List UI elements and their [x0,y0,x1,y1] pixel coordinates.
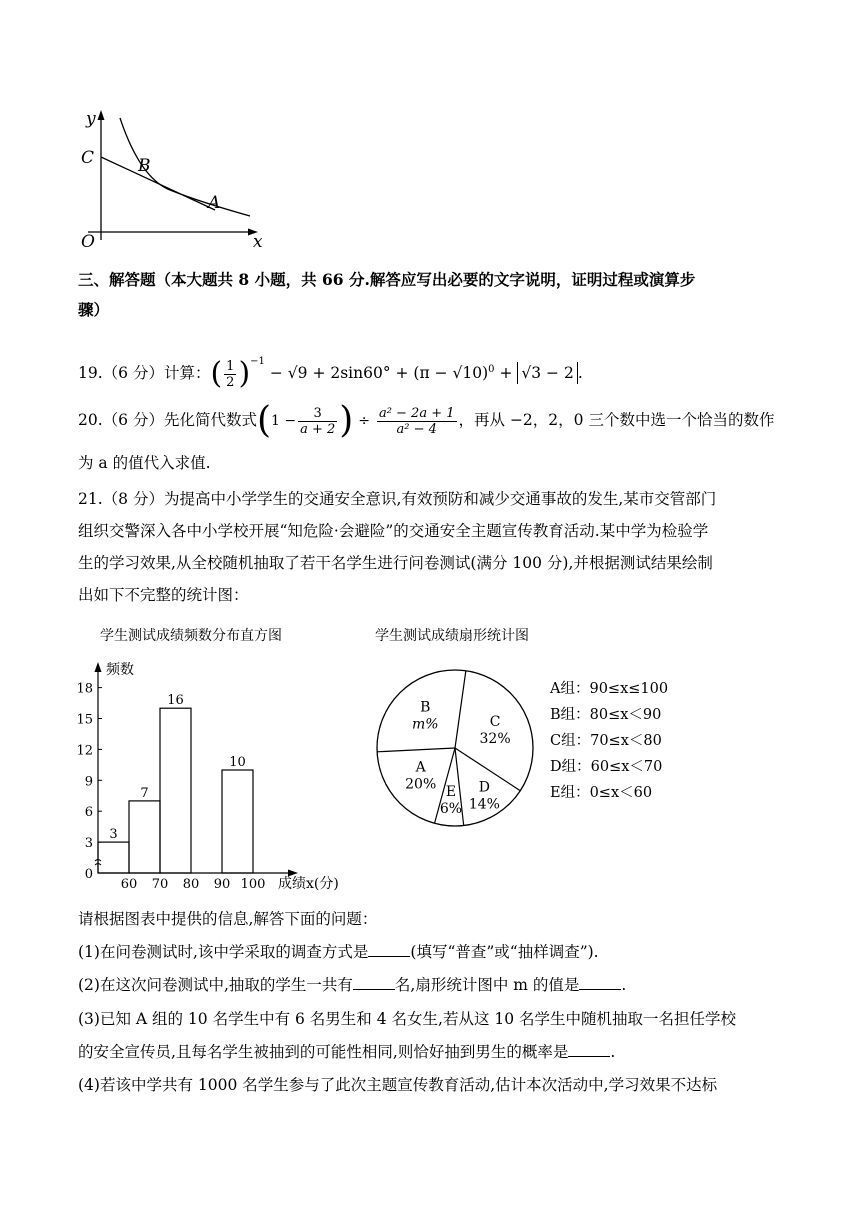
question-20-cont: 为 a 的值代入求值. [78,454,211,472]
question-21-line2: 组织交警深入各中小学校开展“知危险·会避险”的交通安全主题宣传教育活动.某中学为检验学 [78,522,709,540]
q20-label: 20.（6 分）先化简代数式 [78,411,257,429]
q20-fraction-1 [298,406,337,437]
q20-paren-close: ) [339,400,354,441]
histogram-bar-label: 16 [167,693,184,709]
hist-y-tick-label: 15 [76,712,93,728]
q20-paren-open: ( [256,400,271,441]
q3-text-b: 的安全宣传员,且每名学生被抽到的可能性相同,则恰好抽到男生的概率是 [78,1043,569,1061]
histogram-bar [160,708,191,873]
pie-title: 学生测试成绩扇形统计图 [375,628,529,644]
pie-legend-item: C组：70≤x＜80 [550,733,662,749]
pie-legend-item: D组：60≤x＜70 [550,759,663,775]
hist-x-tick-label: 70 [151,877,169,892]
paren-close: ) [238,356,251,391]
origin-label: O [81,232,95,252]
point-a-label: A [208,193,221,213]
hist-y-tick-label: 6 [84,805,93,821]
pie-slice-border [377,748,455,752]
hist-y-tick-label: 18 [76,681,93,697]
question-21-line4: 出如下不完整的统计图： [78,586,249,604]
pie-slice-label: 20% [405,776,437,793]
question-1 [78,941,599,963]
q1-text-a: (1)在问卷测试时,该中学采取的调查方式是 [78,943,369,961]
question-3: (3)已知 A 组的 10 名学生中有 6 名男生和 4 名女生,若从这 10 名学生中随机抽取一名担任学校 [78,1010,737,1028]
point-b-label: B [138,156,151,176]
x-axis-label: x [253,232,263,252]
q20-tail: ，再从 −2，2，0 三个数中选一个恰当的数作 [458,411,775,429]
pie-legend-item: A组：90≤x≤100 [550,681,669,697]
q20-f2-num: a² − 2a + 1 [378,405,455,421]
q20-div: ÷ [358,413,370,429]
histogram-bar-label: 3 [109,827,118,843]
q20-f2-den: a² − 4 [396,421,437,437]
q19-frac-den: 2 [226,374,235,390]
pie-slice-group: D [478,779,490,796]
section-heading: 三、解答题（本大题共 8 小题，共 66 分.解答应写出必要的文字说明，证明过程或演算步 [78,270,696,289]
pie-slice-label: 14% [468,796,500,813]
hist-x-tick-label: 100 [240,877,266,892]
question-19 [78,347,583,390]
question-21-line1: 21.（8 分）为提高中小学学生的交通安全意识,有效预防和减少交通事故的发生,某市交管部门 [78,490,717,508]
q20-f1-num: 3 [298,406,337,422]
q20-one-minus: 1 − [271,413,297,429]
q19-frac-num: 1 [226,358,235,374]
pie-slice-group: B [420,699,431,716]
questions-intro: 请根据图表中提供的信息,解答下面的问题： [78,910,378,928]
histogram-chart [70,620,370,895]
pie-slice-border [455,671,466,748]
pie-slice-group: C [489,713,501,730]
hist-y-tick-label: 12 [76,743,93,759]
q2-blank-1[interactable] [353,975,395,990]
section-heading-cont: 骤） [78,300,110,319]
question-4: (4)若该中学共有 1000 名学生参与了此次主题宣传教育活动,估计本次活动中,学习效果不达标 [78,1076,718,1094]
pie-slice-group: E [445,783,457,800]
paren-open: ( [210,356,223,391]
question-21-line3: 生的学习效果,从全校随机抽取了若干名学生进行问卷测试(满分 100 分),并根据测试结果绘制 [78,554,713,572]
hist-x-label: 成绩x(分) [278,876,339,892]
q19-plus: + [494,364,518,382]
q19-rest: − √9 + 2sin60° + (π − √10) [269,364,489,382]
q20-fraction-2 [377,406,457,437]
q2-text-a: (2)在这次问卷测试中,抽取的学生一共有 [78,976,353,994]
y-arrow [98,110,105,120]
histogram-bar [129,801,160,873]
q3-blank[interactable] [568,1042,610,1057]
q2-text-b: 名,扇形统计图中 m 的值是 [394,976,580,994]
histogram-title: 学生测试成绩频数分布直方图 [100,628,282,644]
histogram-bar-label: 10 [229,755,246,770]
hist-y-tick-label: 9 [84,774,93,790]
q1-blank[interactable] [368,942,410,957]
q19-fraction [224,359,236,390]
hist-y-arrow [95,662,102,672]
hist-x-tick-label: 90 [213,877,231,892]
pie-legend-item: E组：0≤x＜60 [550,785,653,801]
pie-slice-label: m% [412,716,439,733]
q2-text-c: . [621,976,627,994]
pie-slice-label: 32% [479,730,511,747]
q19-end: . [577,364,583,382]
q20-f1-den: a + 2 [300,421,336,437]
hist-y-tick-label: 0 [84,867,93,882]
pie-slice-label: 6% [439,800,463,817]
q3-text-c: . [610,1043,616,1061]
hist-y-tick-label: 3 [84,836,93,852]
hist-x-tick-label: 80 [182,877,200,892]
pie-chart [360,620,720,830]
q19-abs: √3 − 2 [517,362,577,384]
q19-exp0: 0 [488,363,495,375]
q19-exp: −1 [250,356,265,367]
question-2 [78,974,626,996]
histogram-bar [222,770,253,873]
question-20 [78,402,774,439]
point-c-label: C [81,148,95,168]
histogram-bar [98,842,129,873]
pie-slice-group: A [415,759,426,776]
y-axis-label: y [86,109,96,129]
pie-legend-item: B组：80≤x＜90 [550,707,662,723]
q19-label: 19.（6 分）计算： [78,364,211,382]
hist-y-label: 频数 [106,662,134,678]
q1-text-b: (填写“普查”或“抽样调查”). [410,943,599,961]
line-cba [101,157,215,210]
histogram-bar-label: 7 [140,785,149,801]
q2-blank-2[interactable] [579,975,621,990]
question-3-cont [78,1041,615,1063]
function-graph [70,100,280,255]
hist-x-tick-label: 60 [120,877,138,892]
